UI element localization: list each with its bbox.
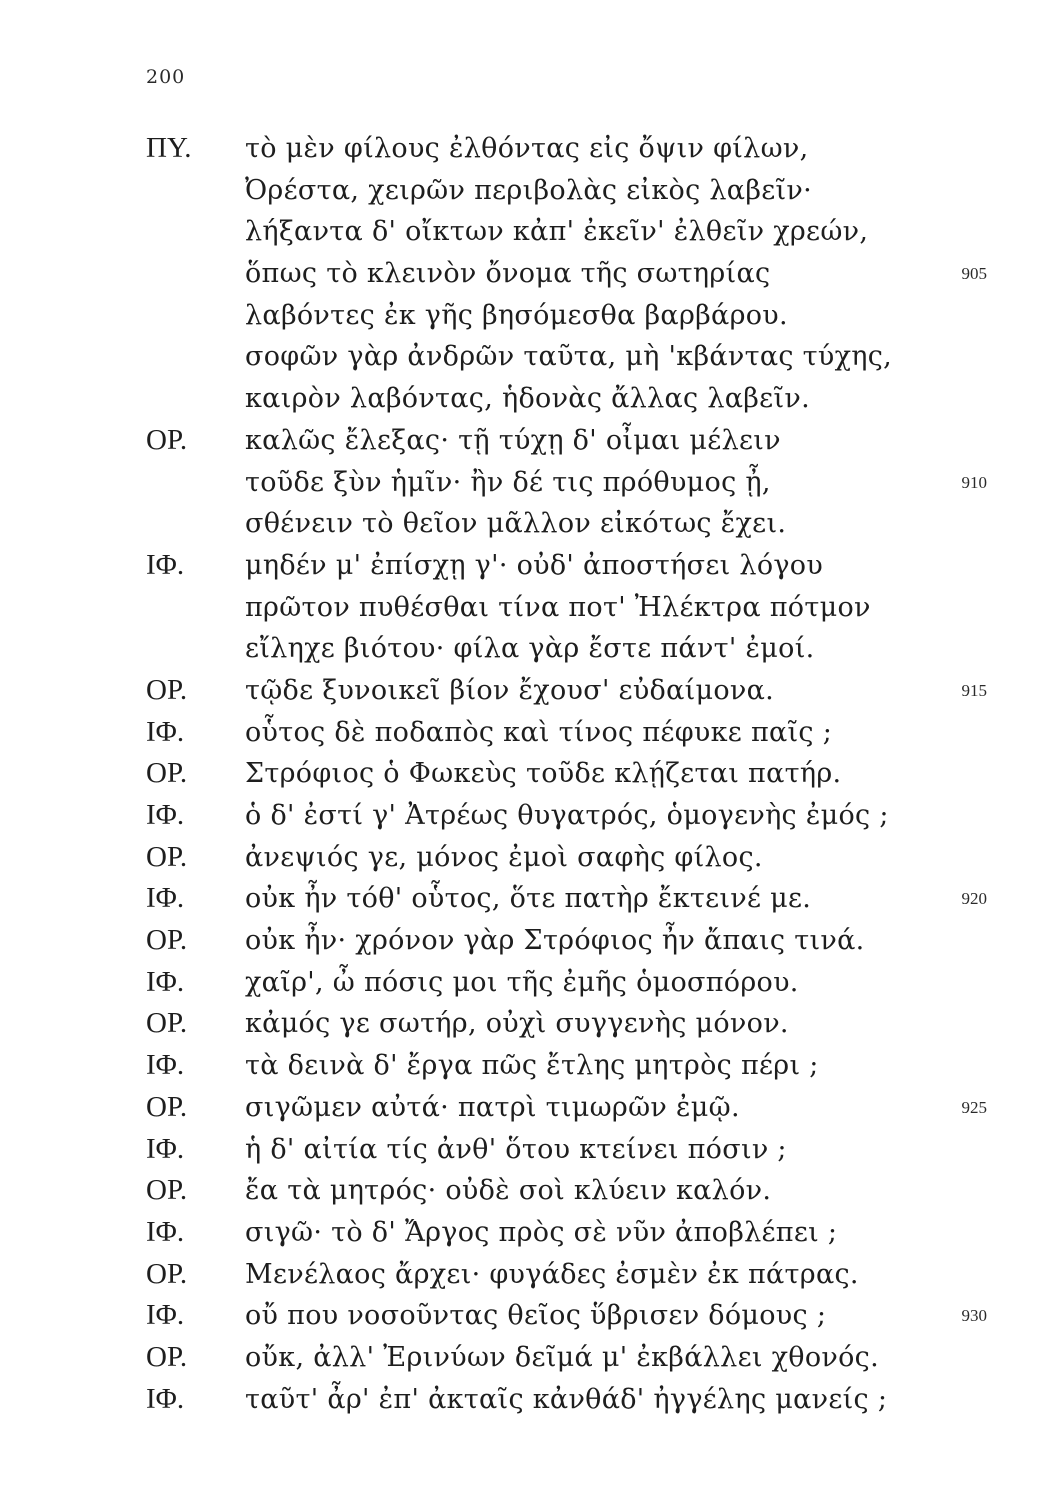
verse-line — [0, 878, 1057, 920]
speaker-label: ΠΥ. — [146, 132, 192, 164]
verse-text-line: πρῶτον πυθέσθαι τίνα ποτ' Ἠλέκτρα πότμον — [245, 591, 871, 623]
verse-line — [0, 1003, 1057, 1045]
speaker-label: ΙΦ. — [146, 548, 185, 581]
verse-line — [0, 962, 1057, 1004]
verse-text-line: ἡ δ' αἰτία τίς ἀνθ' ὅτου κτείνει πόσιν ; — [245, 1133, 787, 1165]
line-number: 930 — [961, 1306, 987, 1326]
verse-text-line: ταῦτ' ἆρ' ἐπ' ἀκταῖς κἀνθάδ' ἠγγέλης μανείς ; — [245, 1383, 888, 1415]
verse-line — [0, 1379, 1057, 1421]
speaker-label: ΟΡ. — [146, 1174, 188, 1207]
line-number: 920 — [961, 889, 987, 909]
speaker-label: ΟΡ. — [146, 757, 188, 790]
verse-text-line: Ὀρέστα, χειρῶν περιβολὰς εἰκὸς λαβεῖν· — [245, 174, 813, 206]
speaker-label: ΟΡ. — [146, 1257, 188, 1290]
speaker-label: ΙΦ. — [146, 1049, 185, 1082]
verse-text-line: τῷδε ξυνοικεῖ βίον ἔχουσ' εὐδαίμονα. — [245, 674, 775, 706]
speaker-label: ΟΡ. — [146, 1007, 188, 1040]
speaker-label: ΙΦ. — [146, 882, 185, 915]
speaker-label: ΟΡ. — [146, 924, 188, 957]
verse-text-line: σιγῶμεν αὐτά· πατρὶ τιμωρῶν ἐμῷ. — [245, 1091, 740, 1123]
verse-text-line: τὰ δεινὰ δ' ἔργα πῶς ἔτλης μητρὸς πέρι ; — [245, 1050, 819, 1082]
verse-text-line: τὸ μὲν φίλους ἐλθόντας εἰς ὄψιν φίλων, — [245, 133, 809, 164]
page-number: 200 — [146, 66, 186, 88]
verse-line — [0, 503, 1057, 545]
speaker-label: ΟΡ. — [146, 673, 188, 706]
verse-line — [0, 462, 1057, 504]
verse-line — [0, 837, 1057, 879]
verse-text-line: οὗτος δὲ ποδαπὸς καὶ τίνος πέφυκε παῖς ; — [245, 716, 833, 748]
verse-text-line: Στρόφιος ὁ Φωκεὺς τοῦδε κλῄζεται πατήρ. — [245, 758, 842, 790]
verse-line — [0, 1087, 1057, 1129]
verse-line — [0, 1254, 1057, 1296]
speaker-label: ΟΡ. — [146, 423, 188, 456]
line-number: 910 — [961, 472, 987, 492]
verse-line — [0, 253, 1057, 295]
verse-text-line: καλῶς ἔλεξας· τῇ τύχῃ δ' οἶμαι μέλειν — [245, 424, 781, 456]
speaker-label: ΙΦ. — [146, 1132, 185, 1165]
verse-line — [0, 1295, 1057, 1337]
verse-line — [0, 170, 1057, 212]
verse-line — [0, 1045, 1057, 1087]
verse-text-line: οὐκ ἦν τόθ' οὗτος, ὅτε πατὴρ ἔκτεινέ με. — [245, 883, 812, 915]
verse-line — [0, 587, 1057, 629]
line-number: 915 — [961, 680, 987, 700]
verse-line — [0, 378, 1057, 420]
speaker-label: ΟΡ. — [146, 1340, 188, 1373]
verse-line — [0, 336, 1057, 378]
verse-line — [0, 712, 1057, 754]
verse-text-line: σθένειν τὸ θεῖον μᾶλλον εἰκότως ἔχει. — [245, 508, 787, 540]
verse-text-line: σοφῶν γὰρ ἀνδρῶν ταῦτα, μὴ 'κβάντας τύχης, — [245, 341, 893, 373]
verse-text — [0, 128, 1057, 1420]
verse-line — [0, 420, 1057, 462]
verse-text-line: εἴληχε βιότου· φίλα γὰρ ἔστε πάντ' ἐμοί. — [245, 633, 815, 665]
verse-line — [0, 1129, 1057, 1171]
verse-line — [0, 670, 1057, 712]
verse-line — [0, 795, 1057, 837]
verse-text-line: οὔκ, ἀλλ' Ἐρινύων δεῖμά μ' ἐκβάλλει χθονός. — [245, 1341, 879, 1373]
verse-line — [0, 628, 1057, 670]
verse-text-line: λήξαντα δ' οἴκτων κἀπ' ἐκεῖν' ἐλθεῖν χρεών, — [245, 216, 869, 248]
verse-line — [0, 1337, 1057, 1379]
verse-text-line: ἔα τὰ μητρός· οὐδὲ σοὶ κλύειν καλόν. — [245, 1175, 772, 1207]
verse-text-line: καιρὸν λαβόντας, ἡδονὰς ἄλλας λαβεῖν. — [245, 383, 810, 415]
line-number: 925 — [961, 1097, 987, 1117]
verse-text-line: ἀνεψιός γε, μόνος ἐμοὶ σαφὴς φίλος. — [245, 841, 763, 873]
speaker-label: ΙΦ. — [146, 799, 185, 831]
verse-text-line: χαῖρ', ὦ πόσις μοι τῆς ἐμῆς ὁμοσπόρου. — [245, 966, 799, 998]
speaker-label: ΟΡ. — [146, 840, 188, 873]
speaker-label: ΙΦ. — [146, 1299, 185, 1332]
verse-text-line: τοῦδε ξὺν ἡμῖν· ἢν δέ τις πρόθυμος ᾖ, — [245, 466, 771, 498]
speaker-label: ΙΦ. — [146, 1215, 185, 1248]
verse-line — [0, 128, 1057, 170]
line-number: 905 — [961, 264, 987, 284]
verse-line — [0, 753, 1057, 795]
speaker-label: ΙΦ. — [146, 965, 185, 998]
verse-text-line: Μενέλαος ἄρχει· φυγάδες ἐσμὲν ἐκ πάτρας. — [245, 1258, 859, 1290]
verse-line — [0, 545, 1057, 587]
verse-text-line: ὁ δ' ἐστί γ' Ἀτρέως θυγατρός, ὁμογενὴς ἐμός ; — [245, 800, 889, 831]
verse-text-line: οὐκ ἦν· χρόνον γὰρ Στρόφιος ἦν ἄπαις τινά. — [245, 925, 865, 957]
verse-line — [0, 295, 1057, 337]
verse-text-line: λαβόντες ἐκ γῆς βησόμεσθα βαρβάρου. — [245, 299, 788, 331]
verse-line — [0, 920, 1057, 962]
verse-text-line: ὅπως τὸ κλεινὸν ὄνομα τῆς σωτηρίας — [245, 258, 771, 290]
verse-text-line: σιγῶ· τὸ δ' Ἄργος πρὸς σὲ νῦν ἀποβλέπει ; — [245, 1216, 838, 1248]
verse-line — [0, 1170, 1057, 1212]
verse-text-line: οὔ που νοσοῦντας θεῖος ὕβρισεν δόμους ; — [245, 1300, 827, 1332]
verse-text-line: μηδέν μ' ἐπίσχῃ γ'· οὐδ' ἀποστήσει λόγου — [245, 549, 824, 581]
speaker-label: ΟΡ. — [146, 1090, 188, 1123]
speaker-label: ΙΦ. — [146, 715, 185, 748]
verse-line — [0, 1212, 1057, 1254]
verse-text-line: κἀμός γε σωτήρ, οὐχὶ συγγενὴς μόνον. — [245, 1008, 789, 1040]
verse-line — [0, 211, 1057, 253]
speaker-label: ΙΦ. — [146, 1382, 185, 1415]
